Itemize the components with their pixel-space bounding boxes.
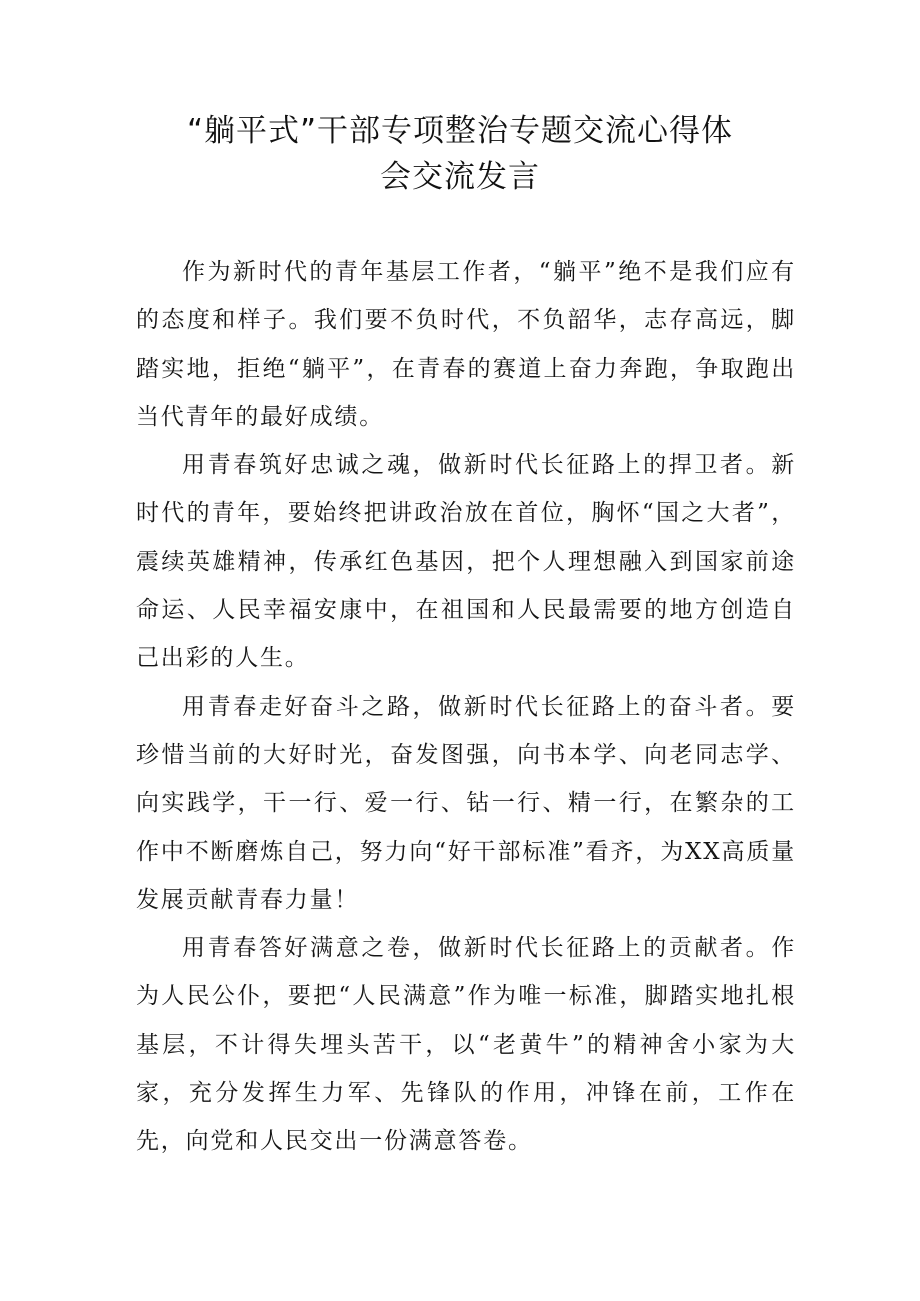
paragraph-loyalty: 用青春筑好忠诚之魂，做新时代长征路上的捍卫者。新时代的青年，要始终把讲政治放在首位，胸怀“国之大者”，震续英雄精神，传承红色基因，把个人理想融入到国家前途命运、人民幸福安康中，在祖国和人民最需要的地方创造自己出彩的人生。 [136,452,796,672]
paragraph-intro: 作为新时代的青年基层工作者，“躺平”绝不是我们应有的态度和样子。我们要不负时代，不负韶华，志存高远，脚踏实地，拒绝“躺平”，在青春的赛道上奋力奔跑，争取跑出当代青年的最好成绩。 [136,259,796,430]
paragraph-contribution: 用青春答好满意之卷，做新时代长征路上的贡献者。作为人民公仆，要把“人民满意”作为唯一标准，脚踏实地扎根基层，不计得失埋头苦干，以“老黄牛”的精神舍小家为大家，充分发挥生力军、先锋队的作用，冲锋在前，工作在先，向党和人民交出一份满意答卷。 [136,935,796,1155]
document-body [136,248,796,1166]
title-line-2: 会交流发言 [380,159,540,195]
title-line-1: “躺平式”干部专项整治专题交流心得体 [186,113,734,149]
paragraph-struggle: 用青春走好奋斗之路，做新时代长征路上的奋斗者。要珍惜当前的大好时光，奋发图强，向书本学、向老同志学、向实践学，干一行、爱一行、钻一行、精一行，在繁杂的工作中不断磨炼自己，努力向“好干部标准”看齐，为XX高质量发展贡献青春力量！ [136,693,796,913]
document-title [0,108,920,200]
